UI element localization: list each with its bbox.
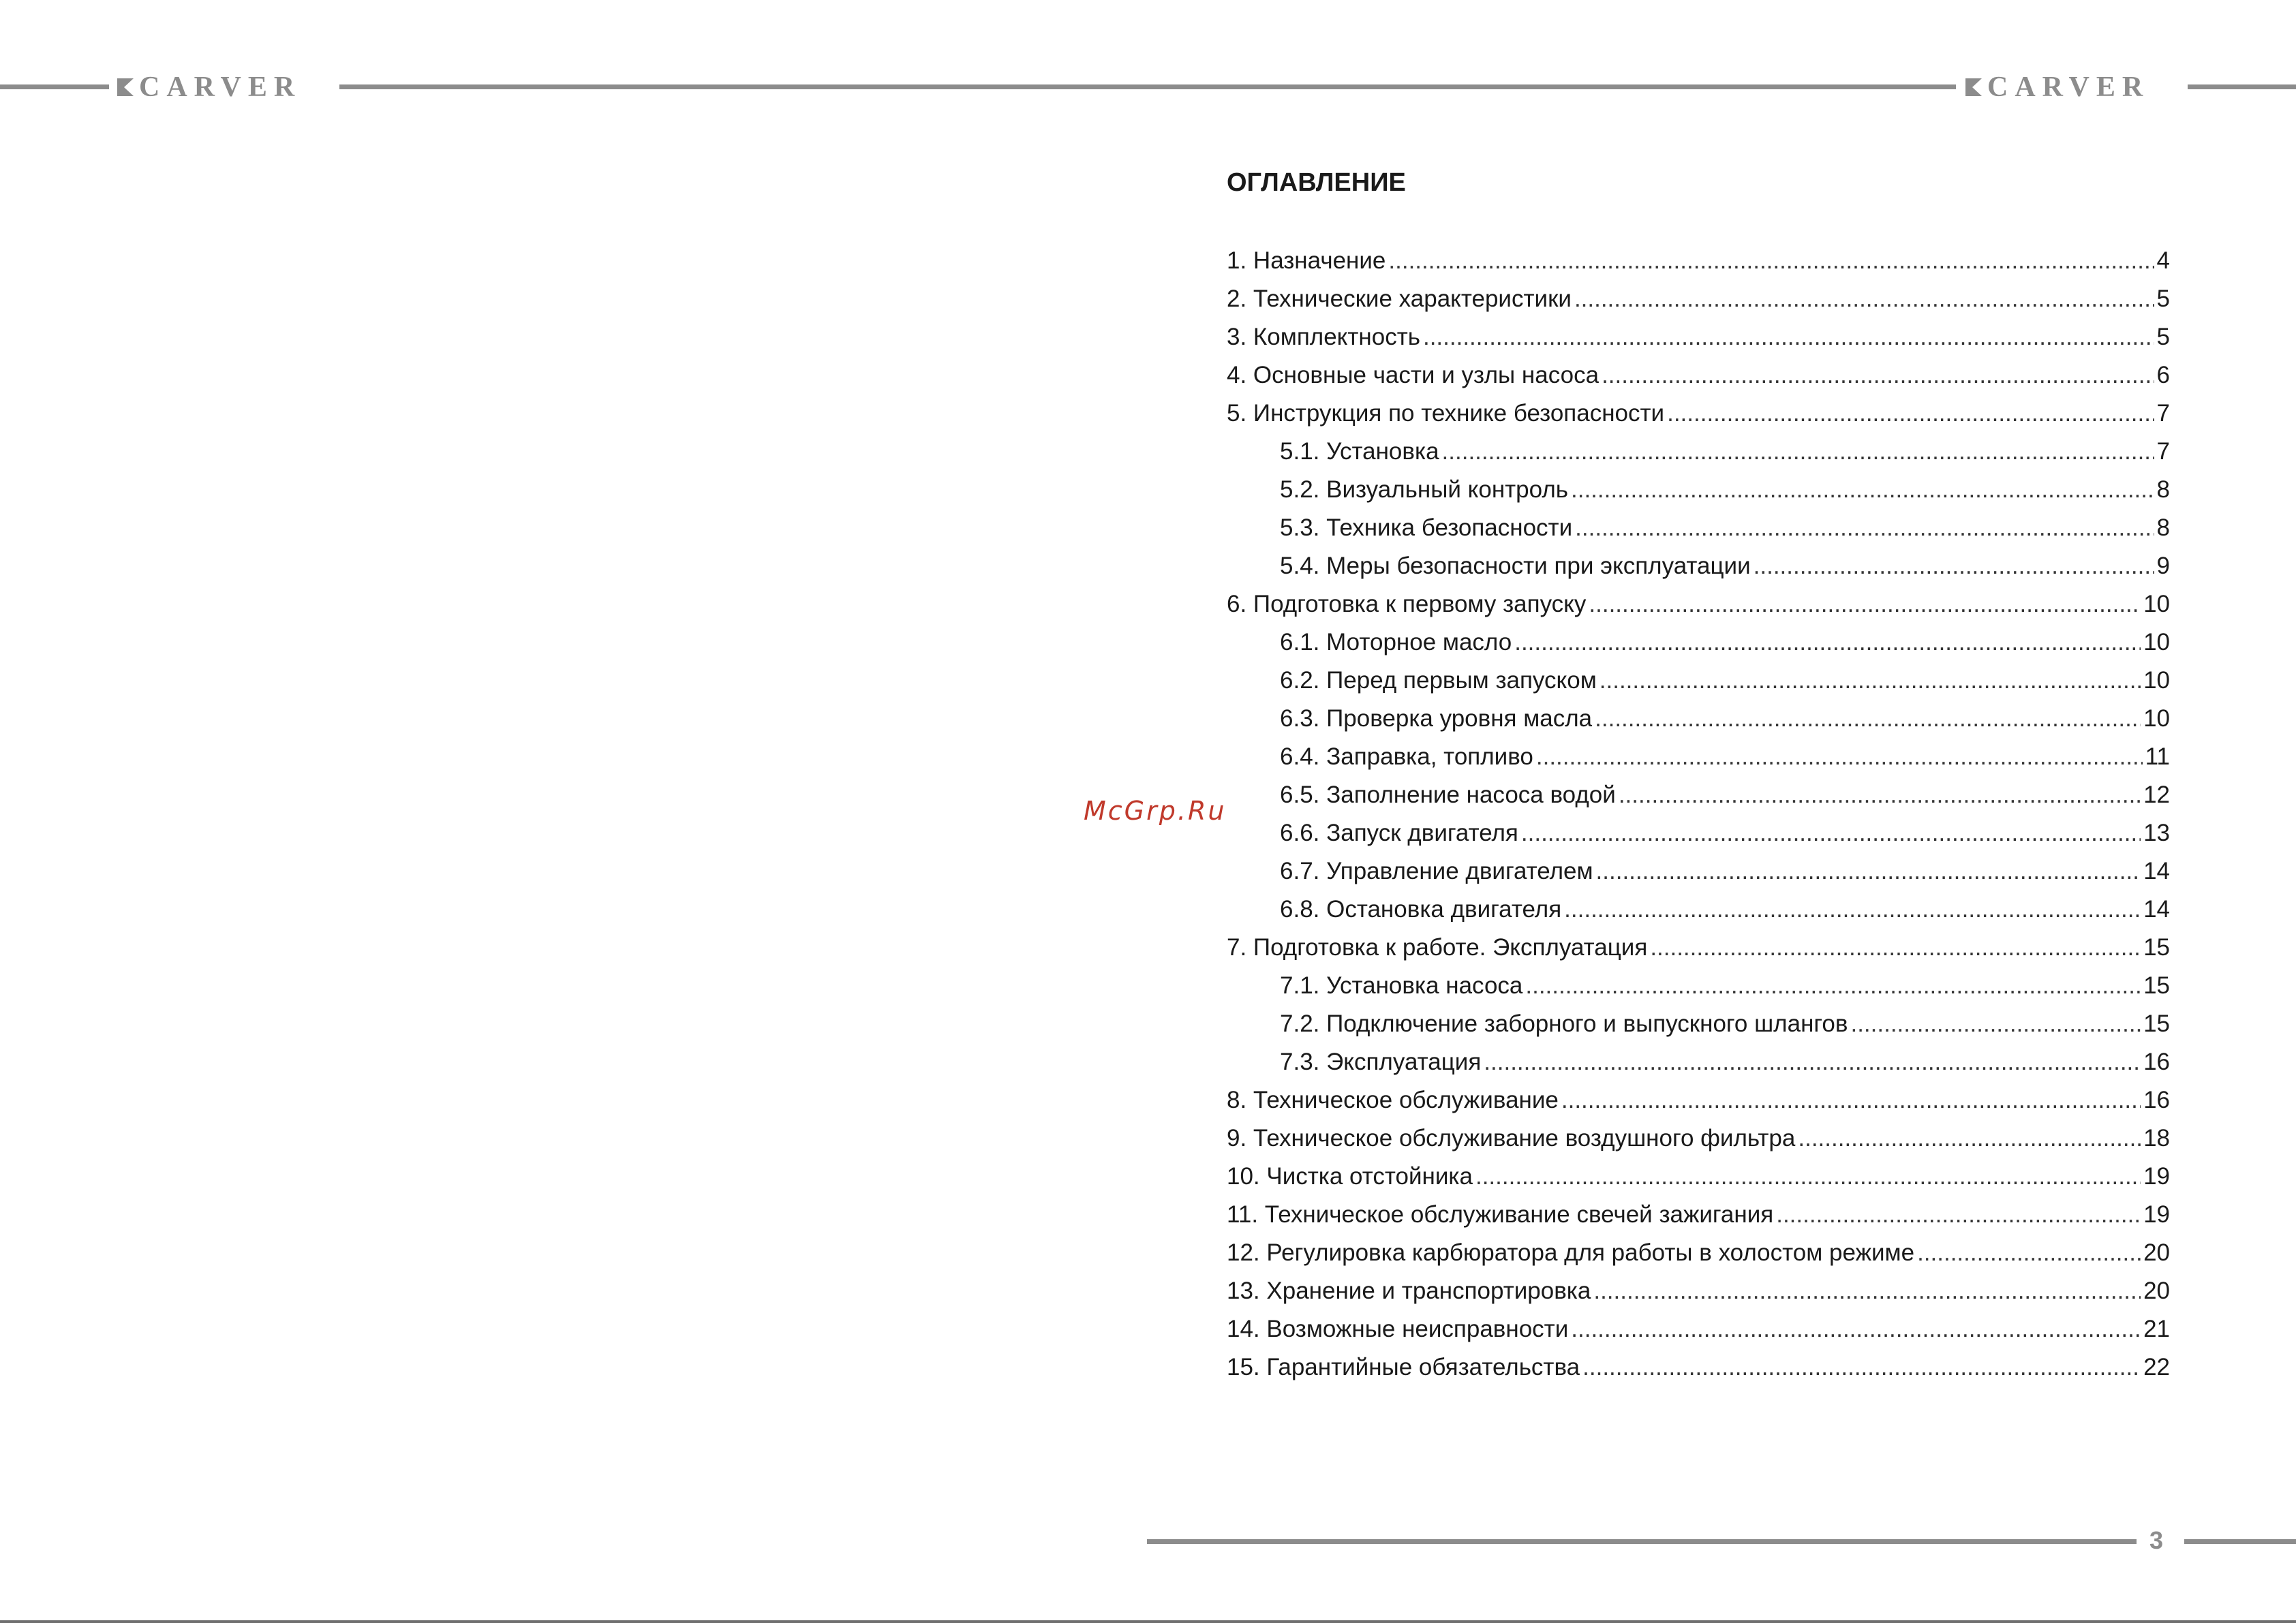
toc-entry[interactable] <box>1227 1310 2170 1348</box>
dot-leader <box>1582 1348 2141 1387</box>
toc-entry-page: 21 <box>2143 1316 2170 1342</box>
toc-entry-title: 13. Хранение и транспортировка <box>1227 1278 1591 1304</box>
toc-entry-page: 7 <box>2156 438 2170 465</box>
toc-entry[interactable] <box>1227 1196 2170 1234</box>
dot-leader <box>1650 929 2141 967</box>
dot-leader <box>1561 1081 2141 1119</box>
dot-leader <box>1423 318 2154 356</box>
toc-entry-title: 6.6. Запуск двигателя <box>1280 820 1518 846</box>
carver-logo-icon <box>117 78 134 96</box>
header-rule-center <box>339 84 1956 89</box>
brand-name-right: CARVER <box>1987 72 2150 103</box>
dot-leader <box>1754 547 2154 585</box>
footer-rule-right <box>2184 1539 2296 1544</box>
dot-leader <box>1776 1196 2141 1234</box>
toc-subentry[interactable] <box>1227 662 2170 700</box>
toc-entry-title: 5.4. Меры безопасности при эксплуатации <box>1280 553 1751 579</box>
dot-leader <box>1484 1043 2141 1081</box>
dot-leader <box>1595 700 2141 738</box>
toc-subentry[interactable] <box>1227 1043 2170 1081</box>
toc-entry-page: 11 <box>2145 743 2170 770</box>
toc-entry-title: 11. Техническое обслуживание свечей зажигания <box>1227 1201 1774 1228</box>
toc-entry-page: 20 <box>2143 1278 2170 1304</box>
toc-subentry[interactable] <box>1227 700 2170 738</box>
toc-entry-title: 1. Назначение <box>1227 247 1386 274</box>
toc-entry-page: 5 <box>2156 285 2170 312</box>
dot-leader <box>1917 1234 2141 1272</box>
toc-entry-page: 13 <box>2143 820 2170 846</box>
toc-entry[interactable] <box>1227 1081 2170 1119</box>
toc-subentry[interactable] <box>1227 967 2170 1005</box>
toc-entry-page: 15 <box>2143 934 2170 961</box>
toc-entry-page: 10 <box>2143 705 2170 732</box>
footer-rule-left <box>1147 1539 2137 1544</box>
toc-entry-title: 12. Регулировка карбюратора для работы в холостом режиме <box>1227 1239 1915 1266</box>
toc-entry-title: 10. Чистка отстойника <box>1227 1163 1473 1190</box>
toc-entry-page: 15 <box>2143 1010 2170 1037</box>
dot-leader <box>1571 471 2154 509</box>
toc-entry-title: 6.3. Проверка уровня масла <box>1280 705 1593 732</box>
dot-leader <box>1521 814 2141 852</box>
page-number: 3 <box>2149 1526 2164 1554</box>
toc-entry[interactable] <box>1227 280 2170 318</box>
toc-subentry[interactable] <box>1227 891 2170 929</box>
toc-subentry[interactable] <box>1227 1005 2170 1043</box>
toc-entry-title: 7.2. Подключение заборного и выпускного шлангов <box>1280 1010 1848 1037</box>
dot-leader <box>1571 1310 2141 1348</box>
page-bottom-edge <box>0 1620 2296 1623</box>
toc-entry-title: 8. Техническое обслуживание <box>1227 1087 1559 1113</box>
toc-entry-title: 5.3. Техника безопасности <box>1280 514 1573 541</box>
brand-logo-right <box>1965 72 2149 102</box>
toc-subentry[interactable] <box>1227 623 2170 662</box>
dot-leader <box>1593 1272 2141 1310</box>
toc-entry-title: 5.1. Установка <box>1280 438 1439 465</box>
toc-entry-page: 10 <box>2143 629 2170 655</box>
toc-subentry[interactable] <box>1227 738 2170 776</box>
toc-entry-title: 5.2. Визуальный контроль <box>1280 476 1568 503</box>
toc-entry-page: 14 <box>2143 896 2170 923</box>
header-rule-left <box>0 84 109 89</box>
toc-entry[interactable] <box>1227 1272 2170 1310</box>
toc-entry-title: 2. Технические характеристики <box>1227 285 1572 312</box>
dot-leader <box>1536 738 2143 776</box>
toc-entry[interactable] <box>1227 1119 2170 1158</box>
watermark-text: McGrp.Ru <box>1084 796 1227 826</box>
dot-leader <box>1667 395 2154 433</box>
toc-entry-title: 3. Комплектность <box>1227 324 1420 350</box>
dot-leader <box>1574 280 2154 318</box>
toc-entry-title: 6.7. Управление двигателем <box>1280 858 1593 884</box>
carver-logo-icon <box>1965 78 1982 96</box>
toc-entry-page: 19 <box>2143 1201 2170 1228</box>
header-rule-right <box>2188 84 2296 89</box>
toc-entry-page: 15 <box>2143 972 2170 999</box>
toc-subentry[interactable] <box>1227 433 2170 471</box>
toc-list <box>1227 242 2170 1387</box>
toc-entry-page: 22 <box>2143 1354 2170 1380</box>
toc-entry-page: 10 <box>2143 667 2170 694</box>
toc-entry-page: 9 <box>2156 553 2170 579</box>
toc-entry[interactable] <box>1227 318 2170 356</box>
toc-subentry[interactable] <box>1227 547 2170 585</box>
toc-entry-page: 5 <box>2156 324 2170 350</box>
toc-entry-page: 12 <box>2143 782 2170 808</box>
brand-logo-left <box>117 72 301 102</box>
toc-entry[interactable] <box>1227 585 2170 623</box>
toc-entry-page: 16 <box>2143 1087 2170 1113</box>
toc-entry-title: 5. Инструкция по технике безопасности <box>1227 400 1665 427</box>
brand-name-left: CARVER <box>139 72 302 103</box>
dot-leader <box>1564 891 2141 929</box>
toc-entry-page: 8 <box>2156 476 2170 503</box>
dot-leader <box>1475 1158 2141 1196</box>
toc-entry-title: 15. Гарантийные обязательства <box>1227 1354 1580 1380</box>
toc-entry-page: 7 <box>2156 400 2170 427</box>
dot-leader <box>1619 776 2141 814</box>
toc-entry-title: 6. Подготовка к первому запуску <box>1227 591 1587 617</box>
toc-entry-page: 16 <box>2143 1049 2170 1075</box>
toc-entry-title: 7.1. Установка насоса <box>1280 972 1523 999</box>
dot-leader <box>1850 1005 2141 1043</box>
toc-entry-title: 6.1. Моторное масло <box>1280 629 1512 655</box>
toc-entry-page: 8 <box>2156 514 2170 541</box>
dot-leader <box>1599 662 2141 700</box>
toc-entry-title: 9. Техническое обслуживание воздушного фильтра <box>1227 1125 1796 1151</box>
dot-leader <box>1575 509 2154 547</box>
toc-subentry[interactable] <box>1227 776 2170 814</box>
toc-entry[interactable] <box>1227 395 2170 433</box>
toc-entry-title: 6.5. Заполнение насоса водой <box>1280 782 1616 808</box>
dot-leader <box>1602 356 2154 395</box>
toc-entry-page: 14 <box>2143 858 2170 884</box>
dot-leader <box>1798 1119 2141 1158</box>
toc-subentry[interactable] <box>1227 509 2170 547</box>
toc-entry-title: 6.4. Заправка, топливо <box>1280 743 1533 770</box>
toc-entry-title: 7.3. Эксплуатация <box>1280 1049 1482 1075</box>
toc-entry-page: 4 <box>2156 247 2170 274</box>
toc-subentry[interactable] <box>1227 814 2170 852</box>
toc-entry-page: 19 <box>2143 1163 2170 1190</box>
toc-title: ОГЛАВЛЕНИЕ <box>1227 168 1406 197</box>
dot-leader <box>1442 433 2154 471</box>
toc-subentry[interactable] <box>1227 852 2170 891</box>
toc-subentry[interactable] <box>1227 471 2170 509</box>
dot-leader <box>1596 852 2141 891</box>
toc-entry-page: 20 <box>2143 1239 2170 1266</box>
toc-entry[interactable] <box>1227 242 2170 280</box>
toc-entry-title: 4. Основные части и узлы насоса <box>1227 362 1599 388</box>
toc-entry-page: 10 <box>2143 591 2170 617</box>
toc-entry-page: 6 <box>2156 362 2170 388</box>
toc-entry-title: 7. Подготовка к работе. Эксплуатация <box>1227 934 1648 961</box>
toc-entry[interactable] <box>1227 1348 2170 1387</box>
toc-entry[interactable] <box>1227 929 2170 967</box>
dot-leader <box>1514 623 2141 662</box>
toc-entry[interactable] <box>1227 1158 2170 1196</box>
dot-leader <box>1388 242 2154 280</box>
toc-entry[interactable] <box>1227 356 2170 395</box>
dot-leader <box>1589 585 2141 623</box>
dot-leader <box>1525 967 2141 1005</box>
toc-entry-title: 6.8. Остановка двигателя <box>1280 896 1562 923</box>
toc-entry-page: 18 <box>2143 1125 2170 1151</box>
toc-entry-title: 6.2. Перед первым запуском <box>1280 667 1597 694</box>
toc-entry[interactable] <box>1227 1234 2170 1272</box>
toc-entry-title: 14. Возможные неисправности <box>1227 1316 1569 1342</box>
